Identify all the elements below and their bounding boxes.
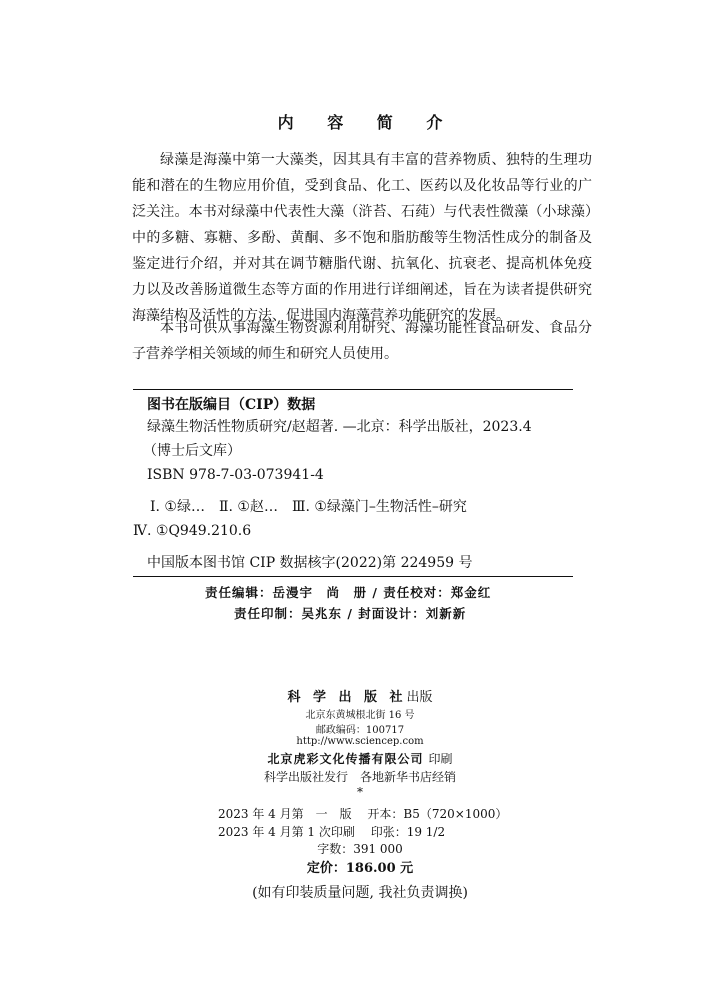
cip-title-line: 绿藻生物活性物质研究/赵超著. —北京：科学出版社，2023.4	[147, 419, 532, 435]
word-count: 字数：391 000	[317, 842, 403, 856]
printer-name: 北京虎彩文化传播有限公司	[267, 752, 424, 766]
cip-series: （博士后文库）	[143, 443, 241, 459]
intro-paragraph-2	[132, 315, 592, 367]
distribution-line: 科学出版社发行 各地新华书店经销	[263, 770, 456, 784]
cip-index-line-2: Ⅳ. ①Q949.210.6	[133, 523, 252, 539]
publisher-address: 北京东黄城根北街 16 号	[305, 710, 415, 721]
separator-asterisk: *	[357, 785, 363, 799]
editor-credits: 责任编辑：岳漫宇 尚 册 / 责任校对：郑金红	[205, 585, 492, 600]
edition-line-2: 2023 年 4 月第 1 次印刷 印张：19 1/2	[218, 825, 446, 839]
production-credits: 责任印制：吴兆东 / 封面设计：刘新新	[234, 606, 467, 621]
publisher-postcode: 邮政编码：100717	[315, 725, 405, 736]
intro-text-2: 本书可供从事海藻生物资源利用研究、海藻功能性食品研发、食品分子营养学相关领域的师生和研究人员使用。	[132, 320, 592, 362]
cip-heading: 图书在版编目（CIP）数据	[147, 397, 316, 413]
cip-bottom-rule	[133, 576, 573, 577]
printer-line	[0, 748, 720, 767]
cip-top-rule	[133, 389, 573, 390]
intro-text-1: 绿藻是海藻中第一大藻类，因其具有丰富的营养物质、独特的生理功能和潜在的生物应用价值，受到食品、化工、医药以及化妆品等行业的广泛关注。本书对绿藻中代表性大藻（浒苔、石莼）与代表性微藻（小球藻）中的多糖、寡糖、多酚、黄酮、多不饱和脂肪酸等生物活性成分的制备及鉴定进行介绍，并对其在调节糖脂代谢、抗氧化、抗衰老、提高机体免疫力以及改善肠道微生态等方面的作用进行详细阐述，旨在为读者提供研究海藻结构及活性的方法、促进国内海藻营养功能研究的发展。	[132, 152, 592, 324]
edition-line-1: 2023 年 4 月第 一 版 开本：B5（720×1000）	[218, 807, 508, 821]
publisher-line	[0, 686, 720, 705]
cip-core-data: 中国版本图书馆 CIP 数据核字(2022)第 224959 号	[147, 555, 473, 571]
price: 定价：186.00 元	[306, 861, 414, 876]
intro-paragraph-1	[132, 147, 592, 329]
publisher-url: http://www.sciencep.com	[296, 736, 424, 747]
quality-notice: (如有印装质量问题, 我社负责调换)	[252, 885, 468, 901]
publisher-suffix: 出版	[406, 690, 433, 705]
publisher-name: 科 学 出 版 社	[287, 690, 407, 705]
cip-index-line-1: Ⅰ. ①绿… Ⅱ. ①赵… Ⅲ. ①绿藻门–生物活性–研究	[150, 499, 467, 515]
printer-suffix: 印刷	[428, 752, 453, 766]
page-title: 内 容 简 介	[277, 113, 457, 132]
cip-isbn: ISBN 978-7-03-073941-4	[147, 467, 324, 483]
